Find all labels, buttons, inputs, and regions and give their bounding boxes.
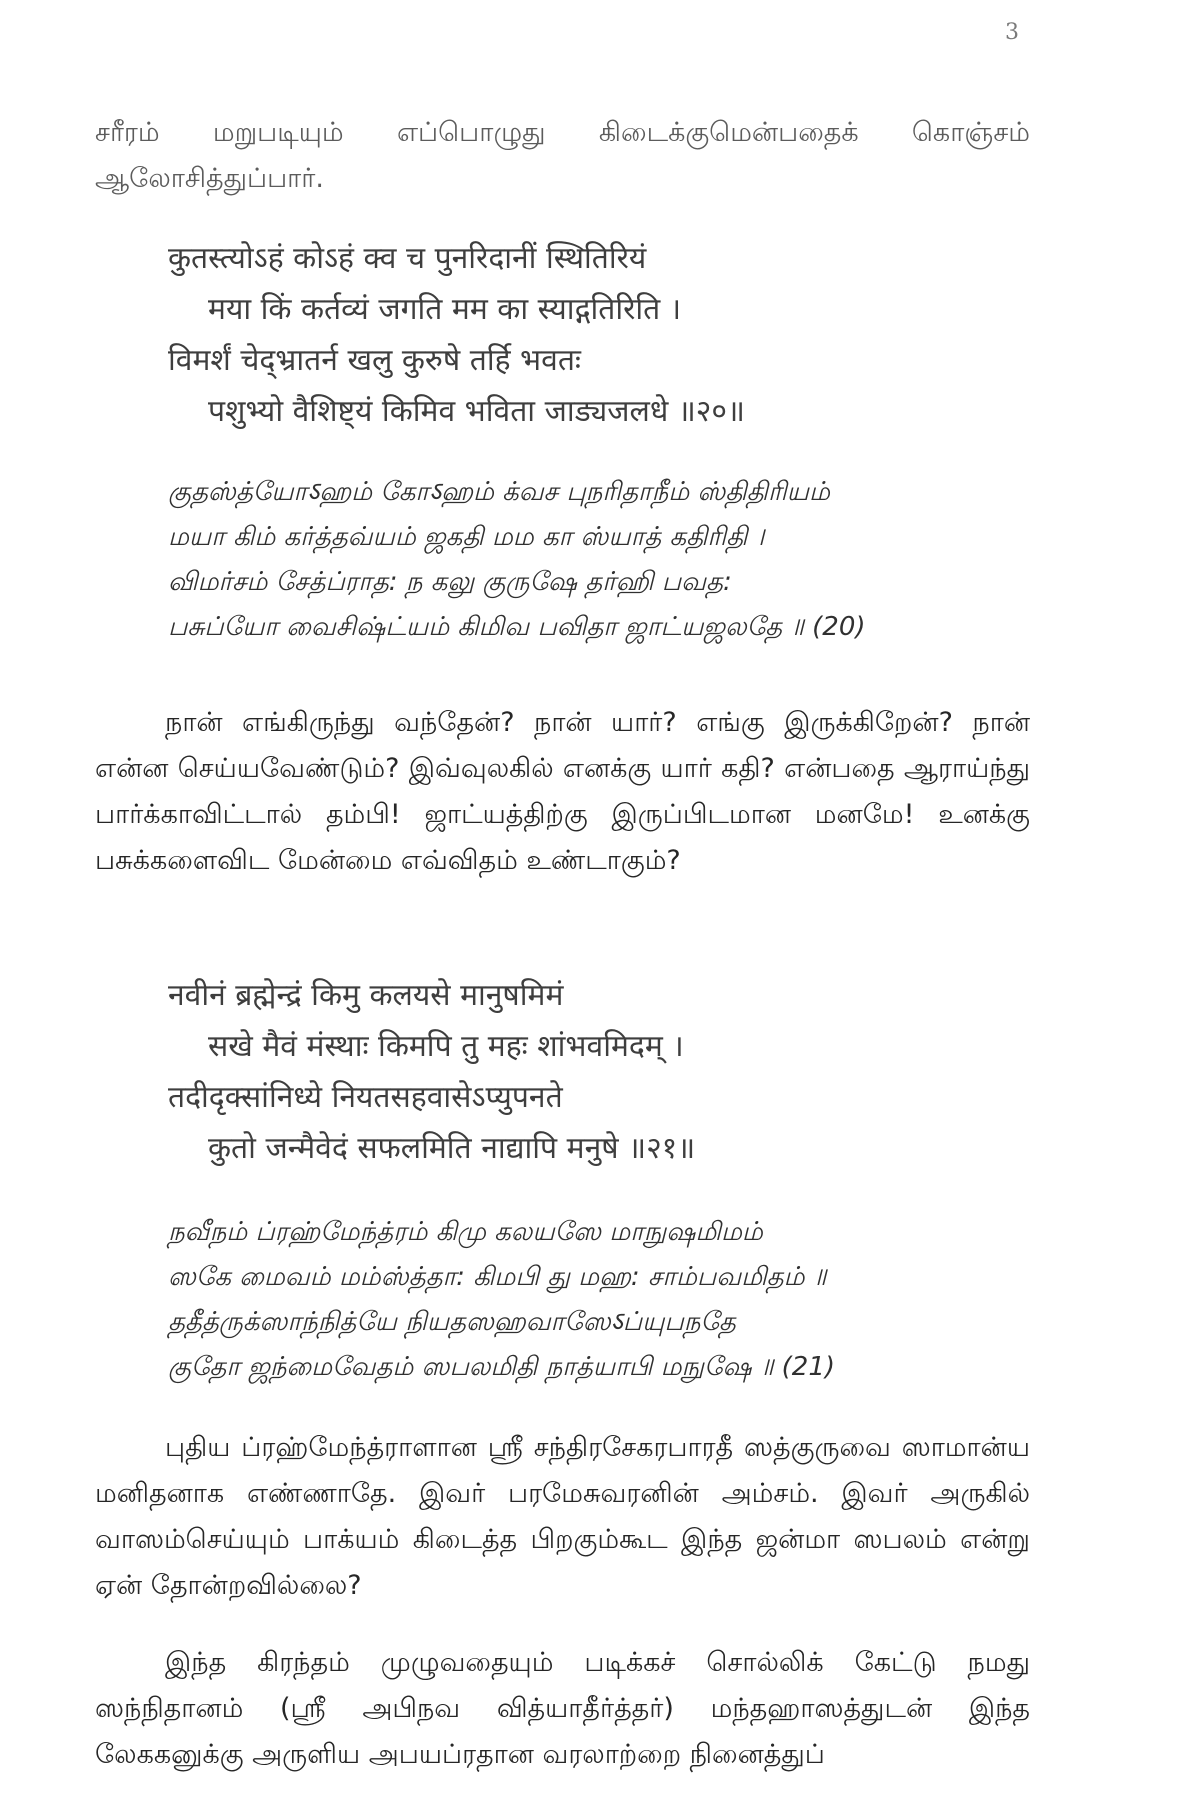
verse-line: विमर्शं चेद्भ्रातर्न खलु कुरुषे तर्हि भवतः	[168, 343, 581, 378]
sanskrit-verse-21	[168, 970, 1068, 1174]
verse-line: मया किं कर्तव्यं जगति मम का स्याद्गतिरिति ।	[208, 292, 682, 327]
verse-line: ஸகே மைவம் மம்ஸ்த்தா: கிமபி து மஹ: சாம்பவமிதம் ॥	[168, 1262, 827, 1292]
verse-line: कुतो जन्मैवेदं सफलमिति नाद्यापि मनुषे ॥२१॥	[208, 1131, 696, 1166]
verse-line: குதோ ஜந்மைவேதம் ஸபலமிதி நாத்யாபி மநுஷே ॥ (21)	[168, 1352, 836, 1382]
page-number: 3	[1005, 20, 1019, 45]
verse-line: விமர்சம் சேத்ப்ராத: ந கலு குருஷே தர்ஹி பவத:	[168, 567, 732, 597]
verse-line: மயா கிம் கர்த்தவ்யம் ஜகதி மம கா ஸ்யாத் கதிரிதி ।	[168, 522, 765, 552]
verse-line: नवीनं ब्रह्मेन्द्रं किमु कलयसे मानुषमिमं	[168, 978, 564, 1013]
meaning-paragraph-21: புதிய ப்ரஹ்மேந்த்ராளான ஸ்ரீ சந்திரசேகரபாரதீ ஸத்குருவை ஸாமான்ய மனிதனாக எண்ணாதே. இவர் பரமேசுவரனின் அம்சம். இவர் அருகில் வாஸம்செய்யும் பாக்யம் கிடைத்த பிறகும்கூட இந்த ஜன்மா ஸபலம் என்று ஏன் தோன்றவில்லை?	[95, 1432, 1030, 1601]
sanskrit-verse-20	[168, 233, 1068, 437]
tamil-transliteration-21	[168, 1210, 1068, 1390]
verse-line: ததீத்ருக்ஸாந்நித்யே நியதஸஹவாஸேऽப்யுபநதே	[168, 1307, 736, 1337]
verse-line: तदीदृक्सांनिध्ये नियतसहवासेऽप्युपनते	[168, 1080, 563, 1115]
verse-line: सखे मैवं मंस्थाः किमपि तु महः शांभवमिदम् ।	[208, 1029, 684, 1064]
verse-line: कुतस्त्योऽहं कोऽहं क्व च पुनरिदानीं स्थितिरियं	[168, 241, 647, 276]
tamil-transliteration-20	[168, 470, 1068, 650]
verse-line: குதஸ்த்யோऽஹம் கோऽஹம் க்வச புநரிதாநீம் ஸ்திதிரியம்	[168, 477, 830, 507]
meaning-paragraph-20: நான் எங்கிருந்து வந்தேன்? நான் யார்? எங்கு இருக்கிறேன்? நான் என்ன செய்யவேண்டும்? இவ்வுலகில் எனக்கு யார் கதி? என்பதை ஆராய்ந்து பார்க்காவிட்டால் தம்பி! ஜாட்யத்திற்கு இருப்பிடமான மனமே! உனக்கு பசுக்களைவிட மேன்மை எவ்விதம் உண்டாகும்?	[95, 707, 1030, 876]
verse-line: पशुभ्यो वैशिष्ट्यं किमिव भविता जाड्यजलधे ॥२०॥	[208, 394, 745, 429]
paragraph-continuation: சரீரம் மறுபடியும் எப்பொழுது கிடைக்குமென்பதைக் கொஞ்சம் ஆலோசித்துப்பார்.	[95, 117, 1030, 194]
closing-paragraph: இந்த கிரந்தம் முழுவதையும் படிக்கச் சொல்லிக் கேட்டு நமது ஸந்நிதானம் (ஸ்ரீ அபிநவ வித்யாதீர்த்தர்) மந்தஹாஸத்துடன் இந்த லேககனுக்கு அருளிய அபயப்ரதான வரலாற்றை நினைத்துப்	[95, 1647, 1030, 1770]
verse-line: பசுப்யோ வைசிஷ்ட்யம் கிமிவ பவிதா ஜாட்யஜலதே ॥ (20)	[168, 612, 866, 642]
verse-line: நவீநம் ப்ரஹ்மேந்த்ரம் கிமு கலயஸே மாநுஷமிமம்	[168, 1217, 763, 1247]
